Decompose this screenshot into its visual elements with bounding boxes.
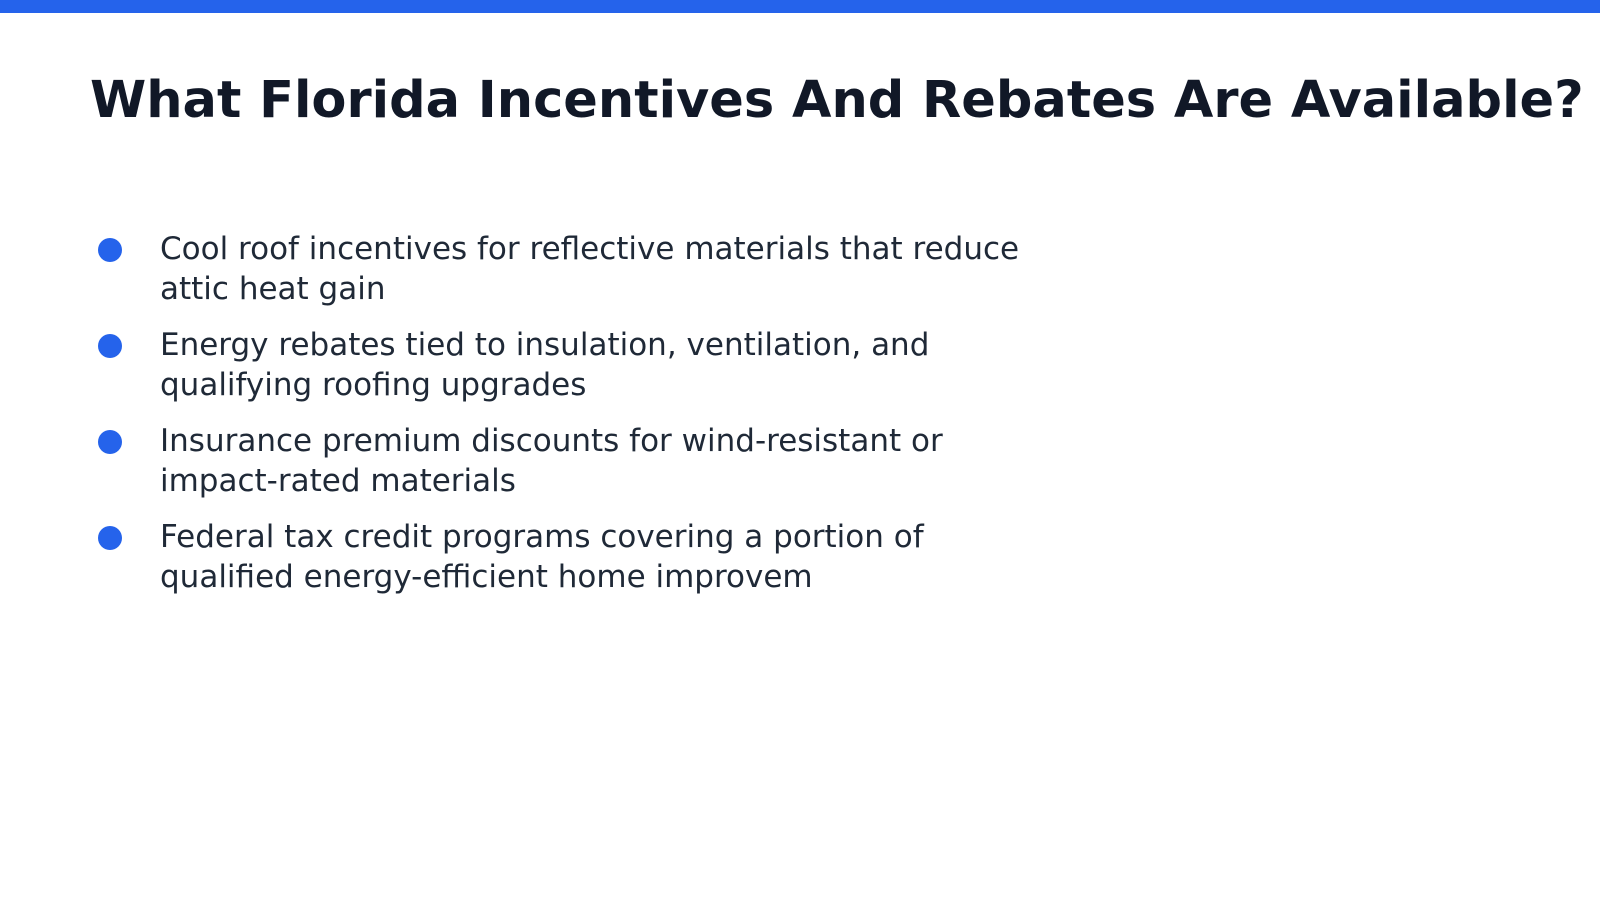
bullet-dot-icon (98, 526, 122, 550)
bullet-text: Cool roof incentives for reflective materials that reduce attic heat gain (160, 231, 1020, 307)
list-item (96, 325, 1096, 405)
bullet-text: Energy rebates tied to insulation, ventilation, and qualifying roofing upgrades (160, 327, 930, 403)
bullet-dot-icon (98, 238, 122, 262)
top-accent-bar (0, 0, 1600, 13)
bullet-list (96, 229, 1096, 613)
list-item (96, 421, 1096, 501)
list-item (96, 517, 1096, 597)
bullet-dot-icon (98, 334, 122, 358)
bullet-text: Federal tax credit programs covering a portion of qualified energy-efficient home improvem (160, 519, 924, 595)
bullet-dot-icon (98, 430, 122, 454)
bullet-text: Insurance premium discounts for wind-resistant or impact-rated materials (160, 423, 943, 499)
list-item (96, 229, 1096, 309)
slide-title: What Florida Incentives And Rebates Are Available? (90, 71, 1584, 130)
